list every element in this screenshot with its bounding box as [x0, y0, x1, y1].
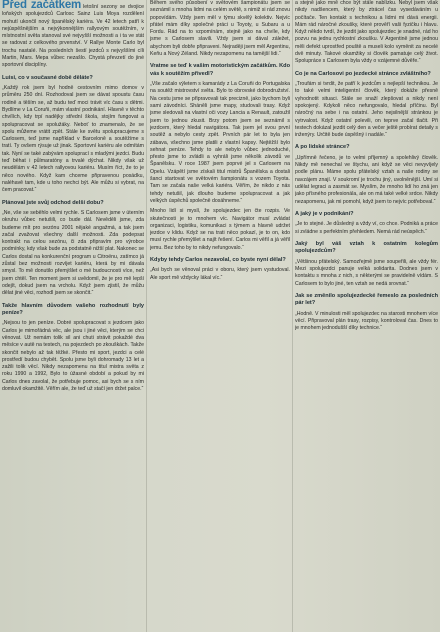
body-paragraph: „Asi bych se věnoval práci v oboru, který jsem vystudoval. Ale sport mě vždycky lákal víc.“	[150, 267, 290, 281]
body-paragraph: „Je to stejné. Je důsledný a vždy ví, co chce. Podniká a práce si zvládne s perfektním přehledem. Nemá rád neúspěch.“	[295, 221, 438, 235]
column-1	[2, 0, 144, 632]
body-paragraph: „Troufám si tvrdit, že patří k jezdcům s nejlepší technikou. Je to také velmi inteligentní člověk, který dokáže přesně vyhodnotit situaci. Stále se snaží zlepšovat a nikdy není spokojený. Kdykoli něco nefungovalo, hledal příčinu. Byl náročný na sebe i na ostatní. Jeho nejsilnější stránkou je vytrvalost. Když ostatní polevili, on teprve začal tlačit. Při testech dokázal jezdit celý den a večer ještě probírat detaily s inženýry. Určitě bude úspěšný i nadále.“	[295, 81, 438, 139]
body-paragraph: „Upřímně řečeno, je to velmi příjemný a spolehlivý člověk. Nikdy mě nenechal ve štychu, ani když se věci nevyvíjely podle plánu. Máme spolu přátelský vztah a naše rodiny se navzájem znají. V soukromí je trochu jiný, uvolněnější. Umí si udělat legraci a zasmát se. Myslím, že mnoho lidí ho zná jen jako přísného profesionála, ale on má také velké srdce. Nikdy nezapomenu, jak mi pomohl, když jsem to nejvíc potřeboval.“	[295, 154, 438, 205]
column-2	[150, 0, 290, 632]
article-lead: letošní sezony se dvojice loňských spolujezdců Carlosc Sainz Luis Moya rozdělení mohutí ukončil nový španělský kariéra. Ve 42 letech patří k nejúspěšnějším a nejvýkonnějším rallyovým soutěžním, v místnostní světa stanoval své nejvyšší možnosti a i ta ve stát se radovat z celkového prvenství. V Rallye Monte Carlo byl trochu nastalé. Na posledních šestí jezdců s nejvyššími cíli Martin, Mars. Mepa vůbec nezašlo. Chystá převzetí do jiné sportovní disciplíny.	[2, 4, 144, 69]
column-1-body	[2, 75, 144, 394]
article-intro	[2, 2, 144, 70]
article-title: Před začátkem	[2, 0, 82, 11]
body-paragraph: „Každý rok jsem byl hodně cestovním mimo domov v průměru 250 dní. Rozhodoval jsem se dávat spoustu času rodině a těším se, až budu teď moci trávit víc času s dětmi. Bydlíme v La Coruňi, mám vlastní podnikání. Hlavně v těchto chvílích, kdy trpí nadějky střední škola, stojím fungovat a spolupracovat se spolužáky. Neboť to znamenalo, že se spolu můžeme vrátit zpět. Stále ke světu spolupracujeme s Carlosem, teď jsme například v Barceloně a soutěžíme s tratí. Ty ovšem rýsuje už jinak. Sportovní kariéru ale odmítám tak. Nyní se také zabývám spoluprací s mladými jezdci. Budu teď běhat i půlmaratóny a trvalé dýchat. Nikdy však už neudělám v 42 letech rallyovou kariéru. Musím říct, že to je něco nového. Když kam chceme připravenou posádku, naléhavě tam, kde u toho nechci být. Ale můžu si vybrat, na čem pracovat.“	[2, 85, 144, 194]
interview-question: Plánoval jste svůj odchod delší dobu?	[2, 199, 104, 206]
body-paragraph: a stejně jako mně chce být stále nablízku. Nebyl jsem však nikdy nadšencem, který by ztrácel čas vysedáváním u počítače. Ten kontakt s technikou a lidmi mi dává energii. Mám rád náročné zkoušky, které prověří vaši fyzičku i hlavu. Když někdo tvrdí, že jezdit jako spolujezdec je snadné, rád ho pozvu na jednu rychlostní zkoušku. V Argentině jsme jednou měli defekt uprostřed pouště a museli kolo vyměnit za necelé dvě minuty. Takové okamžiky si člověk pamatuje celý život. Spolupráce s Carlosem byla vždy o vzájemné důvěře.“	[295, 0, 438, 65]
body-paragraph: „Vše začalo výletem s kamarády z La Coruňi do Portugalska na soutěž mistrovství světa. Bylo to obrovské dobrodružství. Na cestu jsme se připravovali tak precizně, jako bychom byli sami závodníci. Sháněli jsme mapy, studovali trasy. Když jsme sledovali na vlastní oči vozy Lancia a Renault, zatoužil jsem to jednou zkusit. Brzy potom jsem se seznámil s jezdcem, který hledal navigátora. Tak jsem jel svou první soutěž a nebylo cesty zpět. Prvních pár let to byla jen zábava, všechno jsme platili z vlastní kapsy. Nejtěžší bylo sehnat peníze. Tehdy to ale nebylo vůbec jednoduché, přesto jsme to zvládli a vyhráli jsme několik závodů ve Španělsku. V roce 1987 jsem poprvé jel s Carlosem na Opelu. Vzápětí jsme získali titul mistrů Španělska a dostali šanci startovat ve světovém šampionátu s vozem Toyota. Tam se začala naše velká kariéra. Věřím, že nikdo z nás tehdy netušil, jak dlouho budeme spolupracovat a jak velkých úspěchů společně dosáhneme.“	[150, 81, 290, 204]
column-divider	[292, 0, 293, 632]
interview-question: Jaký byl váš vztah k ostatním kolegům spolujezdcům?	[295, 240, 438, 255]
interview-question: Luisi, co v současné době děláte?	[2, 74, 93, 81]
interview-question: Jak se změnilo spolujezdecké řemeslo za posledních pár let?	[295, 292, 438, 307]
column-2-body	[150, 0, 290, 282]
body-paragraph: Během svého působení v světovém šampionátu jsem se seznámil s mnoha lidmi na celém světě, s nimiž si rád znovu popovídám. Vždy jsem měl v týmu skvělý kolektiv. Nejvíc přátel mám díky společné práci u Toyoty, u Subaru a u Fordu. Rád na to vzpomínám, stejně jako na chvíle, kdy jsme s Carlosem slavili. Vždy jsem si dával záležet, abychom byli dobře připraveni. Nejraději jsem měl Argentinu, Keňu a Nový Zéland. Nikdy nezapomenu na tamější lidi.“	[150, 0, 290, 58]
interview-question: A po lidské stránce?	[295, 144, 350, 151]
body-paragraph: Mnoho lidí si myslí, že spolujezdec jen čte rozpis. Ve skutečnosti je to mnohem víc. Navigátor musí zvládat organizaci, logistiku, komunikaci s týmem a hlavně udržet jezdce v klidu. Když se na trati něco pokazí, je to on, kdo musí rychle přemýšlet a najít řešení. Carlos mi věřil a já věřil jemu. Bez toho by to nikdy nefungovalo.“	[150, 208, 290, 251]
column-3-body	[295, 0, 438, 333]
interview-question: Takže hlavním důvodem vašeho rozhodnutí byly peníze?	[2, 302, 144, 316]
interview-question: A jaký je v podnikání?	[295, 210, 354, 217]
column-divider	[146, 0, 147, 632]
interview-question: Kdyby tehdy Carlos nezavolal, co byste nyní dělal?	[150, 257, 286, 264]
interview-question: Vratme se teď k vašim motoristickým začátkům. Kdo vás k soutěžím přivedl?	[150, 63, 290, 77]
body-paragraph: „Ne, vše se seběhlo velmi rychle. S Carlosem jsme v úterním okruhu vůbec netušili, co bude dál. Nevěděli jsme, zda budeme mít pro sezónu 2001 nějaké angažmá, a tak jsem začal zvažovat všechny další možnosti. Zda podepsat kontrakt na celou sezónu, či zda připravím pro výrobce podmínky, kdy však bude za podstatně nižší plat. Nakonec se Carlos dostal na konkurenční program u Citroënu, zatímco já zůstal bez možnosti rozvíjet kariéru, která by mi dávala smysl. To mě donutilo přemýšlet o mé budoucnosti více, než jsem chtěl. Ten moment jsem si uvědomil, že je pro mě lepší odejít, dokud jsem na vrcholu. Když jsem zjistil, že můžu dělat jiné věci, rozhodl jsem se skončit.“	[2, 209, 144, 297]
body-paragraph: „Nejsou to jen peníze. Dobré spolupracovat s jezdcem jako Carlos je mimořádná věc, ale jsou i jiné věci, kterým se chci věnovat. Už nemám tolik sil ani chuti strávit pokaždé dva měsíce v autě na testech, na pojezdech po zkouškách. Takže skončit nebylo až tak těžké. Přesto mi sport, jezdci a celé prostředí budou chybět. Spolu jsme byli dohromady 13 let a zažili tolik věcí. Nikdy nezapomenu na titul mistra světa z roku 1990 a 1992, Bylo to úžasné období a pokud by mi Carlos dnes zavolal, že potřebuje pomoc, asi bych se s ním domluvil okamžitě. Věřím ale, že teď už stačí jen držet palce.“	[2, 320, 144, 392]
interview-question: Co je na Carlosovi po jezdecké stránce zvláštního?	[295, 70, 431, 77]
column-3	[295, 0, 438, 632]
body-paragraph: „Většinou přátelský. Samozřejmě jsme soupeřili, ale vždy fér. Mezi spolujezdci panuje velká solidarita. Dodnes jsem v kontaktu s mnoha z nich, s některými se pravidelně vídám. S Carlosem to bylo jiné, ten vztah se nedá srovnat.“	[295, 258, 438, 287]
body-paragraph: „Hodně. V minulosti měl spolujezdec na starosti mnohem více věcí. Připravoval plán trasy, rozpisy, kontroloval čas. Dnes to je mnohem jednodušší díky technice.“	[295, 310, 438, 332]
